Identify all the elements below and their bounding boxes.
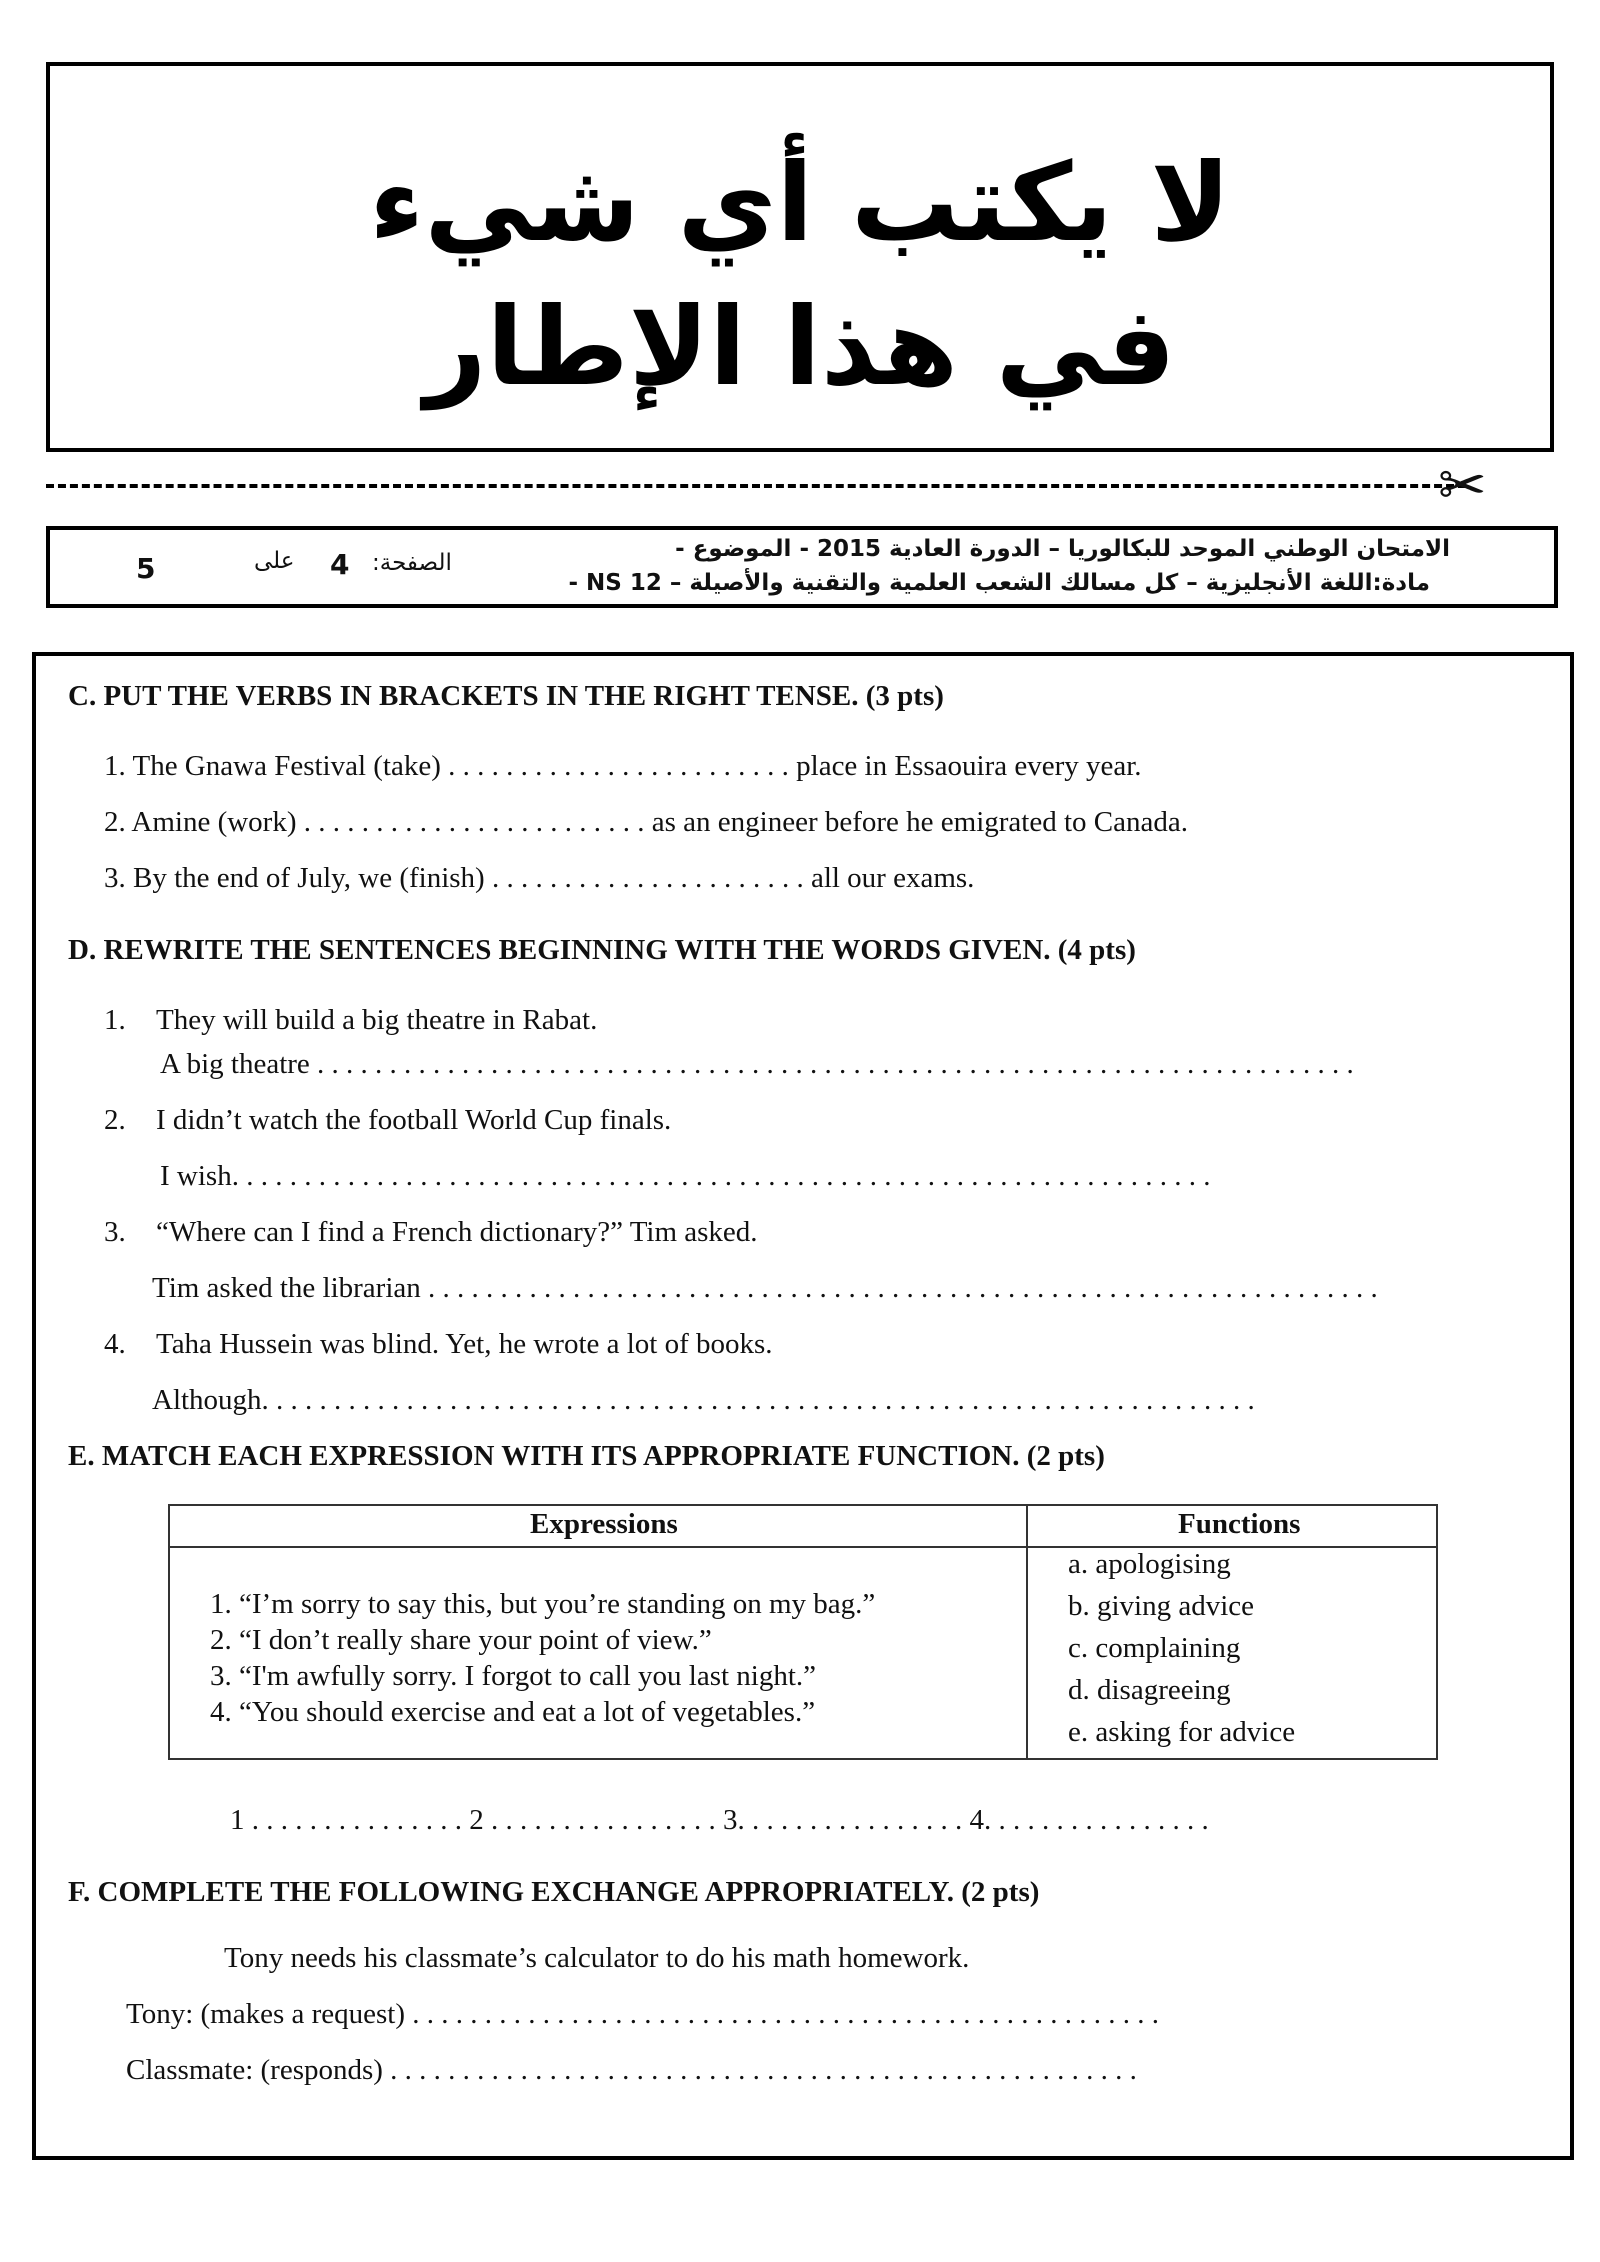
section-f-heading: F. COMPLETE THE FOLLOWING EXCHANGE APPROPRIATELY. (2 pts) <box>68 1876 1040 1908</box>
section-d-item-4-number: 4. <box>104 1328 126 1360</box>
section-f-situation: Tony needs his classmate’s calculator to do his math homework. <box>224 1942 970 1974</box>
section-c-item-1: 1. The Gnawa Festival (take) . . . . . . . . . . . . . . . . . . . . . . . . place in Essaouira every year. <box>104 750 1142 782</box>
expression-4: 4. “You should exercise and eat a lot of vegetables.” <box>210 1696 816 1728</box>
table-header-divider <box>170 1546 1436 1548</box>
no-write-notice-line1: لا يكتب أي شيء <box>369 141 1231 266</box>
section-d-item-4-sentence: Taha Hussein was blind. Yet, he wrote a lot of books. <box>156 1328 773 1360</box>
section-c-heading: C. PUT THE VERBS IN BRACKETS IN THE RIGHT TENSE. (3 pts) <box>68 680 944 712</box>
section-d-item-3-number: 3. <box>104 1216 126 1248</box>
table-header-expressions: Expressions <box>530 1508 678 1540</box>
section-e-heading: E. MATCH EACH EXPRESSION WITH ITS APPROPRIATE FUNCTION. (2 pts) <box>68 1440 1105 1472</box>
cut-line <box>46 484 1466 488</box>
function-d: d. disagreeing <box>1068 1674 1231 1706</box>
function-b: b. giving advice <box>1068 1590 1255 1622</box>
function-e: e. asking for advice <box>1068 1716 1296 1748</box>
section-d-item-1-sentence: They will build a big theatre in Rabat. <box>156 1004 598 1036</box>
section-d-item-1-number: 1. <box>104 1004 126 1036</box>
section-d-item-4-prompt: Although. . . . . . . . . . . . . . . . . . . . . . . . . . . . . . . . . . . . . . . . . . . . . . . . . . . . . . . . . . . . . . . . . . . . . <box>152 1384 1255 1416</box>
expression-1: 1. “I’m sorry to say this, but you’re standing on my bag.” <box>210 1588 876 1620</box>
section-c-item-3: 3. By the end of July, we (finish) . . . . . . . . . . . . . . . . . . . . . . all our exams. <box>104 862 975 894</box>
of-label: على <box>254 548 295 574</box>
page-number: 4 <box>330 548 350 581</box>
matching-table <box>168 1504 1438 1760</box>
section-f-classmate-line: Classmate: (responds) . . . . . . . . . . . . . . . . . . . . . . . . . . . . . . . . . . . . . . . . . . . . . . . . . . . . <box>126 2054 1137 2086</box>
exam-title-line: الامتحان الوطني الموحد للبكالوريا – الدورة العادية 2015 - الموضوع - <box>675 536 1450 562</box>
section-d-item-2-sentence: I didn’t watch the football World Cup finals. <box>156 1104 672 1136</box>
section-c-item-2: 2. Amine (work) . . . . . . . . . . . . . . . . . . . . . . . . as an engineer before he emigrated to Canada. <box>104 806 1188 838</box>
table-header-functions: Functions <box>1178 1508 1301 1540</box>
total-pages: 5 <box>136 552 156 585</box>
section-f-tony-line: Tony: (makes a request) . . . . . . . . . . . . . . . . . . . . . . . . . . . . . . . . . . . . . . . . . . . . . . . . . . . . <box>126 1998 1160 2030</box>
no-write-frame <box>46 62 1554 452</box>
exam-header <box>46 526 1558 608</box>
function-a: a. apologising <box>1068 1548 1231 1580</box>
expression-2: 2. “I don’t really share your point of view.” <box>210 1624 712 1656</box>
function-c: c. complaining <box>1068 1632 1241 1664</box>
section-d-item-3-prompt: Tim asked the librarian . . . . . . . . . . . . . . . . . . . . . . . . . . . . . . . . . . . . . . . . . . . . . . . . . . . . . . . . . . . . . . . . . . <box>152 1272 1378 1304</box>
section-d-item-1-prompt: A big theatre . . . . . . . . . . . . . . . . . . . . . . . . . . . . . . . . . . . . . . . . . . . . . . . . . . . . . . . . . . . . . . . . . . . . . . . . <box>160 1048 1354 1080</box>
section-d-item-3-sentence: “Where can I find a French dictionary?” Tim asked. <box>156 1216 758 1248</box>
page-label: الصفحة: <box>372 550 452 576</box>
expression-3: 3. “I'm awfully sorry. I forgot to call you last night.” <box>210 1660 817 1692</box>
no-write-notice-line2: في هذا الإطار <box>424 285 1176 410</box>
section-e-answer-line: 1 . . . . . . . . . . . . . . . 2 . . . . . . . . . . . . . . . . 3. . . . . . . . . . . . . . . . 4. . . . . . . . . . . . . . . . <box>230 1804 1209 1836</box>
exam-subject-line: مادة:اللغة الأنجليزية – كل مسالك الشعب العلمية والتقنية والأصيلة – NS 12 - <box>568 570 1430 596</box>
section-d-item-2-prompt: I wish. . . . . . . . . . . . . . . . . . . . . . . . . . . . . . . . . . . . . . . . . . . . . . . . . . . . . . . . . . . . . . . . . . . . <box>160 1160 1211 1192</box>
scissors-icon: ✂ <box>1438 451 1487 519</box>
section-d-heading: D. REWRITE THE SENTENCES BEGINNING WITH THE WORDS GIVEN. (4 pts) <box>68 934 1136 966</box>
section-d-item-2-number: 2. <box>104 1104 126 1136</box>
table-column-divider <box>1026 1506 1028 1758</box>
